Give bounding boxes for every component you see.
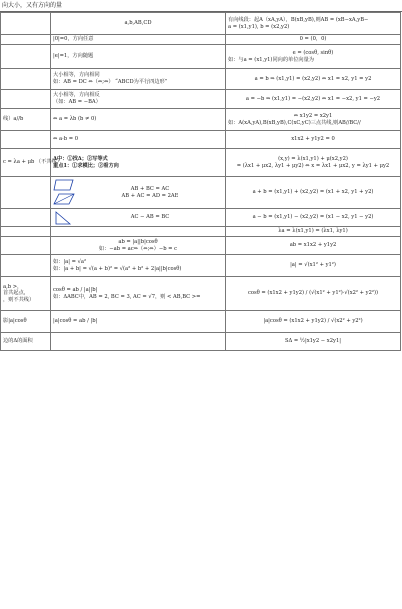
topic-text: ，则不共线） xyxy=(3,296,35,303)
geometric-line: 重点1：①求模比；②看方向 xyxy=(53,162,119,169)
table-row xyxy=(1,277,401,311)
row-topic xyxy=(1,255,51,277)
topic-text: 边的Δ的面积 xyxy=(3,338,33,345)
coordinate-line: ab = x1x2 + y1y2 xyxy=(289,242,337,249)
row-geometric xyxy=(51,35,226,45)
table-row xyxy=(1,237,401,255)
coordinate-line: SΔ = ½|x1y2 − x2y1| xyxy=(284,338,342,345)
table-row xyxy=(1,90,401,109)
coordinate-line: a = (x1,y1), b = (x2,y2) xyxy=(228,23,290,30)
row-geometric xyxy=(51,277,226,311)
row-geometric xyxy=(51,45,226,69)
coordinate-line: (x,y) = λ(x1,y1) + μ(x2,y2) xyxy=(278,155,348,162)
topic-text: 首共起点， xyxy=(3,290,29,297)
row-geometric xyxy=(51,131,226,149)
topic-text: 线）a//b xyxy=(3,116,24,123)
coordinate-line: |a| = √(x1² + y1²) xyxy=(290,262,336,269)
table-row xyxy=(1,333,401,351)
row-geometric xyxy=(51,149,226,177)
geometric-line: |e|=1，方向随题 xyxy=(53,53,94,60)
geometric-line: ab = |a||b|cosθ xyxy=(118,238,158,245)
row-topic xyxy=(1,333,51,351)
row-coordinate xyxy=(226,311,401,333)
table-row xyxy=(1,209,401,227)
row-topic xyxy=(1,149,62,177)
coordinate-line: 有向线段：起A（xA,yA），B(xB,yB),则AB = (xB−xA,yB− xyxy=(228,16,369,23)
row-coordinate xyxy=(226,333,401,351)
geometric-line: AC − AB = BC xyxy=(130,214,170,221)
table-row xyxy=(1,35,401,45)
geometric-line: ⇔ a·b = 0 xyxy=(53,136,79,143)
row-topic xyxy=(1,69,51,90)
geometric-line: AB + AC = AD = 2AE xyxy=(121,192,179,199)
row-coordinate xyxy=(226,13,401,35)
row-coordinate xyxy=(226,109,401,131)
triangle-figure xyxy=(53,210,75,226)
coordinate-line: 如：A(xA,yA),B(xB,yB),C(xC,yC)三点共线,则AB//BC// xyxy=(228,119,361,126)
row-topic xyxy=(1,13,51,35)
geometric-line: |a|cosθ = ab / |b| xyxy=(53,318,98,325)
coordinate-line: |a|cosθ = (x1x2 + y1y2) / √(x2² + y2²) xyxy=(263,318,363,325)
table-row xyxy=(1,177,401,209)
coordinate-line: a = b ⇒ (x1,y1) = (x2,y2) ⇔ x1 = x2, y1 = y2 xyxy=(254,75,372,82)
table-row xyxy=(1,131,401,149)
coordinate-line: a = −b ⇒ (x1,y1) = −(x2,y2) ⇔ x1 = −x2, y1 = −y2 xyxy=(245,95,381,102)
coordinate-line: a − b = (x1,y1) − (x2,y2) = (x1 − x2, y1 − y2) xyxy=(252,214,374,221)
geometric-line: AB + BC = AC xyxy=(130,185,170,192)
row-topic xyxy=(1,177,51,209)
topic-text: c = λa + μb （不共线） xyxy=(3,159,62,166)
table-row xyxy=(1,311,401,333)
row-coordinate xyxy=(226,227,401,237)
geometric-line: Δ中：①找Δ；②写等式 xyxy=(53,155,108,162)
table-row xyxy=(1,109,401,131)
row-geometric xyxy=(51,333,226,351)
header-title: 向大小，又有方向的量 xyxy=(0,0,402,12)
geometric-line: ⇔ a = λb (b ≠ 0) xyxy=(53,116,97,123)
coordinate-line: 0 = (0，0) xyxy=(299,36,327,43)
geometric-line: |0|=0，方向任意 xyxy=(53,36,94,43)
coordinate-line: 如：与a = (x1,y1)同向的单位向量为 xyxy=(228,56,314,63)
row-topic xyxy=(1,227,51,237)
parallelogram-figure xyxy=(53,178,75,206)
geometric-line: 如：|a + b| = √(a + b)² = √(a² + b² + 2|a||b|cosθ) xyxy=(53,265,182,272)
row-coordinate xyxy=(226,177,401,209)
row-topic xyxy=(1,109,51,131)
geometric-line: 大小相等，方向相同 xyxy=(53,72,100,79)
row-coordinate xyxy=(226,209,401,227)
row-coordinate xyxy=(226,149,401,177)
row-coordinate xyxy=(226,255,401,277)
table-row xyxy=(1,255,401,277)
row-coordinate xyxy=(226,69,401,90)
row-topic xyxy=(1,45,51,69)
table-row xyxy=(1,13,401,35)
table-row xyxy=(1,227,401,237)
row-geometric xyxy=(51,109,226,131)
row-coordinate xyxy=(226,131,401,149)
coordinate-line: x1x2 + y1y2 = 0 xyxy=(291,136,335,143)
geometric-line: a,b,AB,CD xyxy=(124,20,152,27)
row-coordinate xyxy=(226,35,401,45)
row-geometric xyxy=(51,209,226,227)
row-topic xyxy=(1,90,51,109)
coordinate-line: cosθ = (x1x2 + y1y2) / (√(x1² + y1²)·√(x2² + y2²)) xyxy=(247,290,379,297)
table-row xyxy=(1,149,401,177)
row-topic xyxy=(1,209,51,227)
coordinate-line: = (λx1 + μx2, λy1 + μy2) ⇔ x = λx1 + μx2, y = λy1 + μy2 xyxy=(236,162,390,169)
row-geometric xyxy=(51,227,226,237)
coordinate-line: e = (cosθ, sinθ) xyxy=(292,49,334,56)
row-coordinate xyxy=(226,45,401,69)
topic-text: a,b >， xyxy=(3,283,23,290)
geometric-line: 如：|a| = √a² xyxy=(53,258,87,265)
vector-formula-table xyxy=(0,12,401,351)
row-geometric xyxy=(51,177,226,209)
coordinate-line: a + b = (x1,y1) + (x2,y2) = (x1 + x2, y1 + y2) xyxy=(252,189,374,196)
geometric-line: cosθ = ab / |a||b| xyxy=(53,286,98,293)
row-coordinate xyxy=(226,237,401,255)
row-geometric xyxy=(51,237,226,255)
row-geometric xyxy=(51,69,226,90)
row-geometric xyxy=(51,90,226,109)
geometric-line: （如：AB = −BA） xyxy=(53,99,101,105)
row-topic xyxy=(1,277,51,311)
table-row xyxy=(1,69,401,90)
table-row xyxy=(1,45,401,69)
row-coordinate xyxy=(226,277,401,311)
geometric-line: 如：AB = DC ⇔（⇔;⇔） “ABCD为平行四边形” xyxy=(53,79,168,85)
row-topic xyxy=(1,311,51,333)
geometric-line: 大小相等，方向相反 xyxy=(53,92,100,99)
geometric-line: 如：ΔABC中，AB = 2, BC = 3, AC = √7，则 < AB,BC >= xyxy=(53,293,201,300)
row-geometric xyxy=(51,255,226,277)
topic-text: 影|a|cosθ xyxy=(3,318,27,325)
geometric-line: 如：−ab = ac⇒（⇔;⇔）−b = c xyxy=(98,245,178,252)
row-topic xyxy=(1,35,51,45)
row-geometric xyxy=(51,311,226,333)
row-geometric xyxy=(51,13,226,35)
coordinate-line: ⇔ x1y2 = x2y1 xyxy=(293,112,333,119)
coordinate-line: λa = λ(x1,y1) = (λx1, λy1) xyxy=(278,228,348,235)
row-topic xyxy=(1,237,51,255)
row-coordinate xyxy=(226,90,401,109)
row-topic xyxy=(1,131,51,149)
